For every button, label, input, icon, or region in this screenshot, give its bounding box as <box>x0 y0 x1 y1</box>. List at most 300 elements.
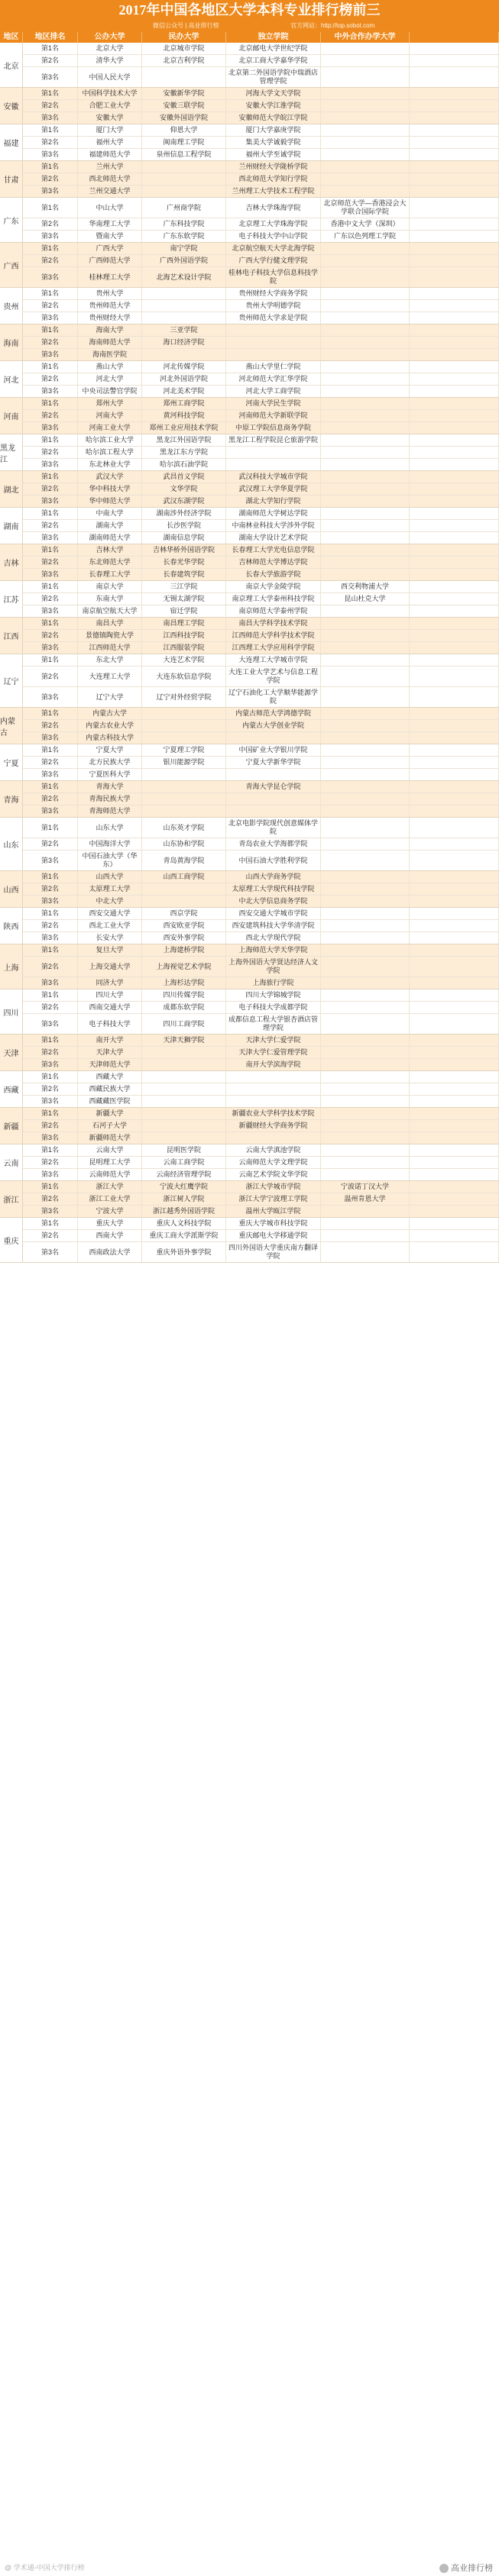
joint-university-cell <box>321 312 410 324</box>
private-university-cell: 重庆工商大学派斯学院 <box>142 1230 226 1241</box>
joint-university-cell <box>321 667 410 686</box>
province-rows <box>23 434 499 470</box>
private-university-cell: 哈尔滨石油学院 <box>142 459 226 470</box>
private-university-cell: 西京学院 <box>142 908 226 919</box>
rank-cell: 第1名 <box>23 544 78 556</box>
private-university-cell: 上海杉达学院 <box>142 977 226 989</box>
table-row <box>23 508 499 519</box>
independent-college-cell: 长春大学旅游学院 <box>226 569 321 580</box>
table-row <box>23 198 499 218</box>
province-rows <box>23 544 499 580</box>
empty-cell <box>410 557 499 568</box>
rank-cell: 第3名 <box>23 1242 78 1262</box>
public-university-cell: 西南政法大学 <box>78 1242 142 1262</box>
province-cell: 贵州 <box>0 288 23 324</box>
empty-cell <box>410 593 499 605</box>
rank-cell: 第1名 <box>23 88 78 99</box>
independent-college-cell: 南京理工大学泰州科技学院 <box>226 593 321 605</box>
rank-cell: 第3名 <box>23 851 78 870</box>
table-row <box>23 409 499 421</box>
rank-cell: 第2名 <box>23 838 78 850</box>
independent-college-cell: 兰州理工大学技术工程学院 <box>226 186 321 197</box>
table-row <box>23 883 499 895</box>
province-rows <box>23 781 499 817</box>
table-row <box>23 88 499 99</box>
col-header: 中外合作办学大学 <box>321 32 410 43</box>
joint-university-cell: 广东以色列理工学院 <box>321 231 410 242</box>
public-university-cell: 华中科技大学 <box>78 483 142 495</box>
table-row <box>23 581 499 592</box>
province-group <box>0 818 499 871</box>
table-row <box>23 266 499 287</box>
independent-college-cell <box>226 1132 321 1144</box>
empty-cell <box>410 818 499 838</box>
rank-cell: 第2名 <box>23 920 78 931</box>
independent-college-cell: 上海旅行学院 <box>226 977 321 989</box>
province-cell: 浙江 <box>0 1181 23 1217</box>
table-row <box>23 1181 499 1193</box>
empty-cell <box>410 88 499 99</box>
empty-cell <box>410 944 499 956</box>
joint-university-cell <box>321 1120 410 1131</box>
joint-university-cell: 温州肯恩大学 <box>321 1193 410 1205</box>
empty-cell <box>410 267 499 287</box>
independent-college-cell: 四川外国语大学重庆南方翻译学院 <box>226 1242 321 1262</box>
province-group <box>0 88 499 124</box>
province-group <box>0 198 499 243</box>
empty-cell <box>410 1096 499 1107</box>
public-university-cell: 上海交通大学 <box>78 957 142 976</box>
province-group <box>0 161 499 198</box>
empty-cell <box>410 654 499 666</box>
rank-cell: 第2名 <box>23 1002 78 1013</box>
province-rows <box>23 581 499 617</box>
col-header <box>410 32 499 43</box>
empty-cell <box>410 618 499 629</box>
independent-college-cell: 温州大学瓯江学院 <box>226 1206 321 1217</box>
province-cell: 西藏 <box>0 1071 23 1107</box>
private-university-cell: 广州商学院 <box>142 198 226 218</box>
private-university-cell: 广东东软学院 <box>142 231 226 242</box>
rank-cell: 第1名 <box>23 398 78 409</box>
table-row <box>23 254 499 266</box>
private-university-cell <box>142 173 226 185</box>
joint-university-cell <box>321 337 410 348</box>
public-university-cell: 西安交通大学 <box>78 908 142 919</box>
public-university-cell: 东南大学 <box>78 593 142 605</box>
independent-college-cell: 山西大学商务学院 <box>226 871 321 883</box>
rank-cell: 第3名 <box>23 386 78 397</box>
table-row <box>23 1001 499 1013</box>
independent-college-cell: 吉林大学珠海学院 <box>226 198 321 218</box>
rank-cell: 第3名 <box>23 687 78 707</box>
empty-cell <box>410 793 499 805</box>
table-row <box>23 148 499 160</box>
province-cell: 上海 <box>0 944 23 989</box>
joint-university-cell <box>321 708 410 719</box>
table-row <box>23 895 499 907</box>
table-row <box>23 361 499 373</box>
empty-cell <box>410 149 499 160</box>
province-cell: 湖北 <box>0 471 23 507</box>
public-university-cell: 安徽大学 <box>78 112 142 124</box>
independent-college-cell: 新疆农业大学科学技术学院 <box>226 1108 321 1119</box>
province-group <box>0 1071 499 1108</box>
public-university-cell: 西北师范大学 <box>78 173 142 185</box>
empty-cell <box>410 977 499 989</box>
rank-cell: 第2名 <box>23 100 78 111</box>
private-university-cell: 山西工商学院 <box>142 871 226 883</box>
joint-university-cell <box>321 361 410 373</box>
province-cell: 天津 <box>0 1035 23 1070</box>
table-row <box>23 1035 499 1046</box>
joint-university-cell <box>321 422 410 434</box>
joint-university-cell <box>321 1230 410 1241</box>
empty-cell <box>410 871 499 883</box>
empty-cell <box>410 112 499 124</box>
private-university-cell <box>142 300 226 312</box>
public-university-cell: 中山大学 <box>78 198 142 218</box>
empty-cell <box>410 605 499 617</box>
independent-college-cell: 西北大学现代学院 <box>226 932 321 944</box>
joint-university-cell <box>321 67 410 87</box>
joint-university-cell <box>321 324 410 336</box>
public-university-cell: 中国科学技术大学 <box>78 88 142 99</box>
independent-college-cell: 云南艺术学院文华学院 <box>226 1169 321 1180</box>
table-row <box>23 989 499 1001</box>
table-row <box>23 1144 499 1156</box>
province-rows <box>23 88 499 124</box>
rank-cell: 第3名 <box>23 1014 78 1034</box>
joint-university-cell <box>321 447 410 458</box>
independent-college-cell: 西安建筑科技大学华清学院 <box>226 920 321 931</box>
empty-cell <box>410 642 499 654</box>
table-row <box>23 1046 499 1058</box>
independent-college-cell: 云南大学滇池学院 <box>226 1144 321 1156</box>
empty-cell <box>410 744 499 756</box>
joint-university-cell <box>321 243 410 254</box>
table-row <box>23 99 499 111</box>
public-university-cell: 浙江大学 <box>78 1181 142 1193</box>
empty-cell <box>410 300 499 312</box>
table-row <box>23 1119 499 1131</box>
table-row <box>23 173 499 185</box>
rank-cell: 第1名 <box>23 288 78 299</box>
private-university-cell: 北海艺术设计学院 <box>142 267 226 287</box>
independent-college-cell: 天津大学仁爱学院 <box>226 1035 321 1046</box>
independent-college-cell: 河海大学文天学院 <box>226 88 321 99</box>
province-group <box>0 43 499 88</box>
rank-cell: 第2名 <box>23 793 78 805</box>
rank-cell: 第1名 <box>23 1181 78 1193</box>
joint-university-cell <box>321 920 410 931</box>
table-row <box>23 288 499 299</box>
empty-cell <box>410 255 499 266</box>
private-university-cell: 三江学院 <box>142 581 226 592</box>
private-university-cell: 长沙医学院 <box>142 520 226 531</box>
public-university-cell: 哈尔滨工业大学 <box>78 434 142 446</box>
empty-cell <box>410 312 499 324</box>
province-rows <box>23 908 499 944</box>
joint-university-cell <box>321 55 410 66</box>
independent-college-cell: 湖北大学知行学院 <box>226 496 321 507</box>
public-university-cell: 中央司法警官学院 <box>78 386 142 397</box>
private-university-cell <box>142 720 226 731</box>
public-university-cell: 复旦大学 <box>78 944 142 956</box>
rank-cell: 第1名 <box>23 708 78 719</box>
private-university-cell: 河北外国语学院 <box>142 373 226 385</box>
province-rows <box>23 43 499 87</box>
public-university-cell: 合肥工业大学 <box>78 100 142 111</box>
rank-cell: 第1名 <box>23 581 78 592</box>
public-university-cell: 电子科技大学 <box>78 1014 142 1034</box>
province-cell: 辽宁 <box>0 654 23 707</box>
independent-college-cell: 上海师范大学天华学院 <box>226 944 321 956</box>
rank-cell: 第3名 <box>23 805 78 817</box>
empty-cell <box>410 337 499 348</box>
joint-university-cell <box>321 1059 410 1070</box>
rank-cell: 第3名 <box>23 532 78 544</box>
private-university-cell: 闽南理工学院 <box>142 137 226 148</box>
private-university-cell: 郑州工商学院 <box>142 398 226 409</box>
joint-university-cell <box>321 88 410 99</box>
empty-cell <box>410 434 499 446</box>
joint-university-cell <box>321 112 410 124</box>
private-university-cell: 上海视觉艺术学院 <box>142 957 226 976</box>
rank-cell: 第3名 <box>23 231 78 242</box>
empty-cell <box>410 1193 499 1205</box>
independent-college-cell: 重庆大学城市科技学院 <box>226 1218 321 1229</box>
table-row <box>23 838 499 850</box>
table-row <box>23 871 499 883</box>
joint-university-cell <box>321 781 410 792</box>
empty-cell <box>410 100 499 111</box>
province-cell: 新疆 <box>0 1108 23 1144</box>
empty-cell <box>410 769 499 780</box>
joint-university-cell <box>321 1035 410 1046</box>
rank-cell: 第2名 <box>23 520 78 531</box>
public-university-cell: 西藏藏医学院 <box>78 1096 142 1107</box>
public-university-cell: 广西大学 <box>78 243 142 254</box>
joint-university-cell <box>321 871 410 883</box>
province-group <box>0 544 499 581</box>
empty-cell <box>410 1157 499 1168</box>
table-row <box>23 111 499 124</box>
table-row <box>23 243 499 254</box>
province-group <box>0 581 499 618</box>
independent-college-cell <box>226 793 321 805</box>
province-rows <box>23 1071 499 1107</box>
independent-college-cell <box>226 337 321 348</box>
table-row <box>23 519 499 531</box>
private-university-cell: 山东英才学院 <box>142 818 226 838</box>
private-university-cell: 北京城市学院 <box>142 43 226 54</box>
province-rows <box>23 361 499 397</box>
independent-college-cell <box>226 459 321 470</box>
rank-cell: 第2名 <box>23 1120 78 1131</box>
rank-cell: 第2名 <box>23 720 78 731</box>
empty-cell <box>410 67 499 87</box>
independent-college-cell: 浙江大学城市学院 <box>226 1181 321 1193</box>
table-row <box>23 531 499 544</box>
empty-cell <box>410 1071 499 1083</box>
joint-university-cell <box>321 161 410 173</box>
province-group <box>0 1108 499 1144</box>
independent-college-cell: 西安交通大学城市学院 <box>226 908 321 919</box>
rank-cell: 第2名 <box>23 447 78 458</box>
table-row <box>23 976 499 989</box>
rank-cell: 第2名 <box>23 1193 78 1205</box>
empty-cell <box>410 1059 499 1070</box>
table-row <box>23 336 499 348</box>
rank-cell: 第3名 <box>23 977 78 989</box>
empty-cell <box>410 1002 499 1013</box>
table-row <box>23 1218 499 1229</box>
table-header <box>0 32 499 43</box>
rank-cell: 第2名 <box>23 300 78 312</box>
table-row <box>23 471 499 483</box>
province-rows <box>23 1144 499 1180</box>
rank-cell: 第1名 <box>23 361 78 373</box>
province-rows <box>23 654 499 707</box>
province-group <box>0 654 499 708</box>
public-university-cell: 暨南大学 <box>78 231 142 242</box>
private-university-cell <box>142 161 226 173</box>
private-university-cell <box>142 769 226 780</box>
private-university-cell: 南宁学院 <box>142 243 226 254</box>
private-university-cell: 安徽新华学院 <box>142 88 226 99</box>
empty-cell <box>410 161 499 173</box>
rank-cell: 第2名 <box>23 883 78 895</box>
independent-college-cell: 新疆财经大学商务学院 <box>226 1120 321 1131</box>
empty-cell <box>410 471 499 483</box>
private-university-cell: 黑龙江外国语学院 <box>142 434 226 446</box>
rank-cell: 第2名 <box>23 557 78 568</box>
rank-cell: 第1名 <box>23 1071 78 1083</box>
table-row <box>23 385 499 397</box>
public-university-cell: 海南医学院 <box>78 349 142 360</box>
rank-cell: 第3名 <box>23 267 78 287</box>
joint-university-cell <box>321 520 410 531</box>
private-university-cell <box>142 288 226 299</box>
rank-cell: 第2名 <box>23 630 78 641</box>
rank-cell: 第2名 <box>23 255 78 266</box>
province-group <box>0 744 499 781</box>
rank-cell: 第1名 <box>23 43 78 54</box>
table-row <box>23 654 499 666</box>
joint-university-cell <box>321 744 410 756</box>
joint-university-cell <box>321 883 410 895</box>
public-university-cell: 西南交通大学 <box>78 1002 142 1013</box>
independent-college-cell: 辽宁石油化工大学顺华能源学院 <box>226 687 321 707</box>
private-university-cell <box>142 793 226 805</box>
public-university-cell: 新疆大学 <box>78 1108 142 1119</box>
table-row <box>23 568 499 580</box>
independent-college-cell: 中原工学院信息商务学院 <box>226 422 321 434</box>
province-group <box>0 871 499 908</box>
rank-cell: 第3名 <box>23 732 78 744</box>
public-university-cell: 中南大学 <box>78 508 142 519</box>
table-row <box>23 666 499 686</box>
rank-cell: 第3名 <box>23 349 78 360</box>
public-university-cell: 华南理工大学 <box>78 218 142 230</box>
province-cell: 四川 <box>0 989 23 1034</box>
table-row <box>23 54 499 66</box>
private-university-cell: 泉州信息工程学院 <box>142 149 226 160</box>
private-university-cell: 黑龙江东方学院 <box>142 447 226 458</box>
independent-college-cell <box>226 732 321 744</box>
subtitle-right: 官方网站：http://top.sobot.com <box>290 22 375 29</box>
table-row <box>23 686 499 707</box>
private-university-cell: 三亚学院 <box>142 324 226 336</box>
rank-cell: 第1名 <box>23 243 78 254</box>
private-university-cell: 重庆外语外事学院 <box>142 1242 226 1262</box>
empty-cell <box>410 43 499 54</box>
independent-college-cell: 宁夏大学新华学院 <box>226 757 321 768</box>
table-row <box>23 1108 499 1119</box>
private-university-cell: 广东科技学院 <box>142 218 226 230</box>
public-university-cell: 河南大学 <box>78 410 142 421</box>
public-university-cell: 中北大学 <box>78 896 142 907</box>
province-cell: 福建 <box>0 124 23 160</box>
rank-cell: 第1名 <box>23 654 78 666</box>
independent-college-cell: 武汉理工大学华夏学院 <box>226 483 321 495</box>
table-row <box>23 218 499 230</box>
province-group <box>0 288 499 324</box>
public-university-cell: 四川大学 <box>78 989 142 1001</box>
private-university-cell: 河北美术学院 <box>142 386 226 397</box>
independent-college-cell: 安徽师范大学皖江学院 <box>226 112 321 124</box>
private-university-cell <box>142 708 226 719</box>
independent-college-cell: 电子科技大学成都学院 <box>226 1002 321 1013</box>
joint-university-cell <box>321 944 410 956</box>
private-university-cell: 昆明医学院 <box>142 1144 226 1156</box>
province-group <box>0 1218 499 1263</box>
empty-cell <box>410 838 499 850</box>
private-university-cell <box>142 1096 226 1107</box>
province-group <box>0 471 499 508</box>
province-rows <box>23 161 499 197</box>
public-university-cell: 哈尔滨工程大学 <box>78 447 142 458</box>
independent-college-cell: 福州大学至诚学院 <box>226 149 321 160</box>
empty-cell <box>410 447 499 458</box>
joint-university-cell: 昆山杜克大学 <box>321 593 410 605</box>
table-row <box>23 850 499 870</box>
independent-college-cell: 贵州财经大学商务学院 <box>226 288 321 299</box>
ranking-table <box>0 43 499 1263</box>
independent-college-cell: 贵州师范大学求是学院 <box>226 312 321 324</box>
province-rows <box>23 288 499 324</box>
col-header: 独立学院 <box>226 32 321 43</box>
empty-cell <box>410 243 499 254</box>
public-university-cell: 同济大学 <box>78 977 142 989</box>
empty-cell <box>410 324 499 336</box>
joint-university-cell <box>321 932 410 944</box>
province-cell: 广西 <box>0 243 23 287</box>
table-row <box>23 781 499 792</box>
footer-watermark: @ 学术通-中国大学排行榜 <box>5 2564 85 2571</box>
private-university-cell <box>142 896 226 907</box>
rank-cell: 第1名 <box>23 471 78 483</box>
rank-cell: 第3名 <box>23 1169 78 1180</box>
province-cell: 吉林 <box>0 544 23 580</box>
independent-college-cell: 西北师范大学知行学院 <box>226 173 321 185</box>
joint-university-cell <box>321 851 410 870</box>
private-university-cell <box>142 1108 226 1119</box>
table-row <box>23 1071 499 1083</box>
table-row <box>23 629 499 641</box>
independent-college-cell: 南昌大学科学技术学院 <box>226 618 321 629</box>
